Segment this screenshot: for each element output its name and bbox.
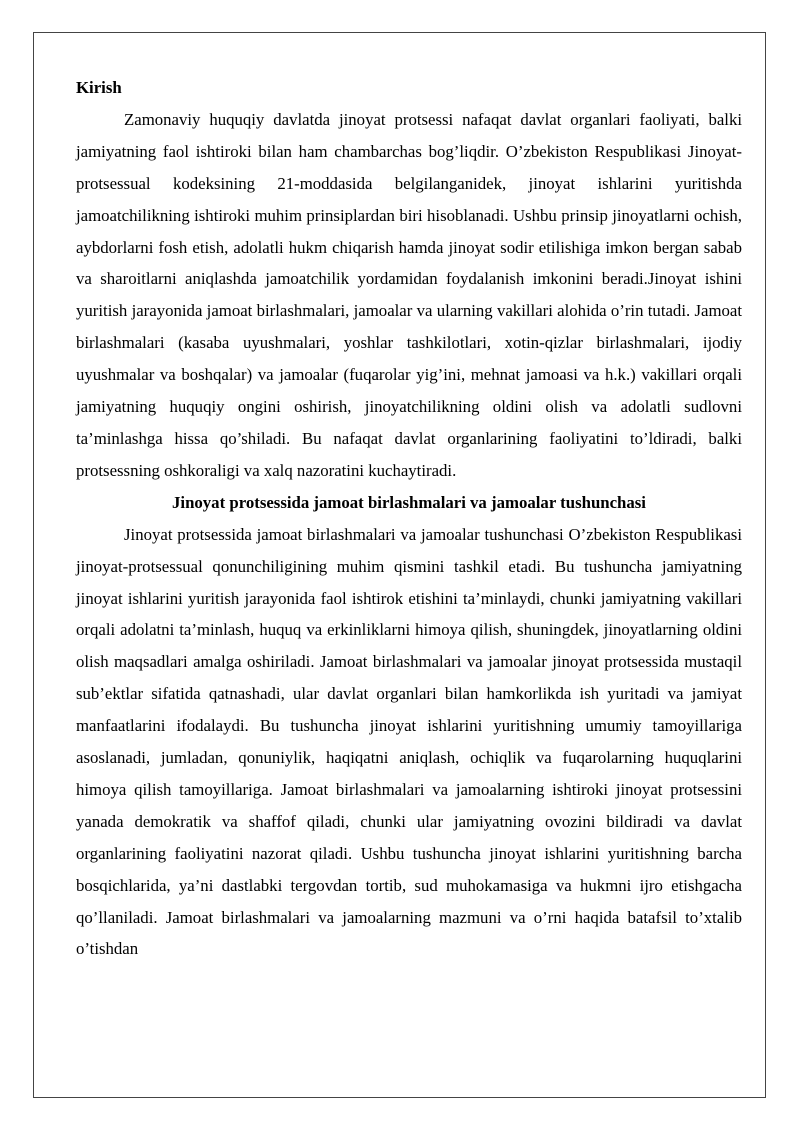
concept-paragraph: Jinoyat protsessida jamoat birlashmalari va jamoalar tushunchasi O’zbekiston Respublikasi jinoyat-protsessual qonunchiligining muhim qismini tashkil etadi. Bu tushuncha jamiyatning jinoyat ishlarini yuritish jarayonida faol ishtirok etishini ta’minlaydi, chunki jamiyatning vakillari orqali adolatni ta’minlash, huquq va erkinliklarni himoya qilish, shuningdek, jinoyatlarning oldini olish maqsadlari amalga oshiriladi. Jamoat birlashmalari va jamoalar jinoyat protsessida mustaqil sub’ektlar sifatida qatnashadi, ular davlat organlari bilan hamkorlikda ish yuritadi va jamiyat manfaatlarini ifodalaydi. Bu tushuncha jinoyat ishlarini yuritishning umumiy tamoyillariga asoslanadi, jumladan, qonuniylik, haqiqatni aniqlash, ochiqlik va fuqarolarning huquqlarini himoya qilish tamoyillariga. Jamoat birlashmalari va jamoalarning ishtiroki jinoyat protsessini yanada demokratik va shaffof qiladi, chunki ular jamiyatning ovozini bildiradi va davlat organlarining faoliyatini nazorat qiladi. Ushbu tushuncha jinoyat ishlarini yuritishning barcha bosqichlarida, ya’ni dastlabki tergovdan tortib, sud muhokamasiga va hukmni ijro etishgacha qo’llaniladi. Jamoat birlashmalari va jamoalarning mazmuni va o’rni haqida batafsil to’xtalib o’tishdan [76,524,742,959]
introduction-paragraph: Zamonaviy huquqiy davlatda jinoyat protsessi nafaqat davlat organlari faoliyati, balki jamiyatning faol ishtiroki bilan ham chambarchas bog’liqdir. O’zbekiston Respublikasi Jinoyat-protsessual kodeksining 21-moddasida belgilanganidek, jinoyat ishlarini yuritishda jamoatchilikning ishtiroki muhim prinsiplardan biri hisoblanadi. Ushbu prinsip jinoyatlarni ochish, aybdorlarni fosh etish, adolatli hukm chiqarish hamda jinoyat sodir etilishiga imkon bergan sabab va sharoitlarni aniqlashda jamoatchilik yordamidan foydalanish imkonini beradi.Jinoyat ishini yuritish jarayonida jamoat birlashmalari, jamoalar va ularning vakillari alohida o’rin tutadi. Jamoat birlashmalari (kasaba uyushmalari, yoshlar tashkilotlari, xotin-qizlar birlashmalari, ijodiy uyushmalar va boshqalar) va jamoalar (fuqarolar yig’ini, mehnat jamoasi va h.k.) vakillari orqali jamiyatning huquqiy ongini oshirish, jinoyatchilikning oldini olish va adolatli sudlovni ta’minlashga hissa qo’shiladi. Bu nafaqat davlat organlarining faoliyatini to’ldiradi, balki protsessning oshkoraligi va xalq nazoratini kuchaytiradi. [76,109,742,480]
section-heading-concept: Jinoyat protsessida jamoat birlashmalari va jamoalar tushunchasi [172,492,646,512]
section-heading-introduction: Kirish [76,78,122,97]
document-body [76,72,742,965]
